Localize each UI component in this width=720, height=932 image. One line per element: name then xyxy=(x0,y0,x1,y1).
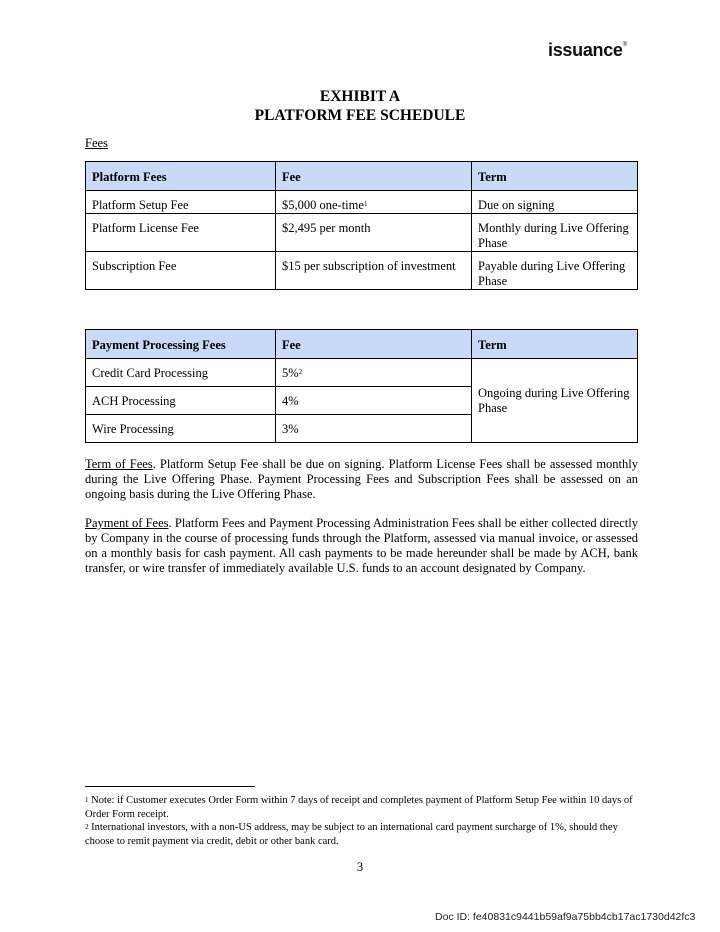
fee-amount-cell: $15 per subscription of investment xyxy=(276,252,472,290)
document-id: Doc ID: fe40831c9441b59af9a75bb4cb17ac1730d42fc3 xyxy=(435,911,696,923)
footnote-ref: 2 xyxy=(298,368,303,376)
shared-term-cell: Ongoing during Live Offering Phase xyxy=(472,359,638,443)
footnote-divider xyxy=(85,786,255,787)
fee-amount-cell: 4% xyxy=(276,387,472,415)
payment-processing-fees-table xyxy=(85,329,638,443)
page-number: 3 xyxy=(356,860,364,874)
fees-section-label: Fees xyxy=(85,136,108,150)
table-header-row xyxy=(86,162,638,191)
header-cell: Platform Fees xyxy=(86,162,276,191)
fee-amount-cell: 3% xyxy=(276,415,472,443)
payment-of-fees-paragraph: Payment of Fees. Platform Fees and Payment Processing Administration Fees shall be either collected directly by Company in the course of processing funds through the Platform, assessed via manual invoice, or assessed on a monthly basis for cash payment. All cash payments to be made hereunder shall be made by ACH, bank transfer, or wire transfer of immediately available U.S. funds to an account designated by Company. xyxy=(85,516,638,575)
fee-term-cell: Due on signing xyxy=(472,191,638,214)
platform-fees-table xyxy=(85,161,638,290)
table-row xyxy=(86,214,638,252)
schedule-title: PLATFORM FEE SCHEDULE xyxy=(254,107,466,124)
table-row xyxy=(86,359,638,387)
table-row xyxy=(86,252,638,290)
fee-term-cell: Payable during Live Offering Phase xyxy=(472,252,638,290)
fee-amount-cell: $5,000 one-time$^1$ xyxy=(276,191,472,214)
exhibit-title: EXHIBIT A xyxy=(319,88,401,105)
fee-amount-cell: 5%$^2$ xyxy=(276,359,472,387)
fee-name-cell: Subscription Fee xyxy=(86,252,276,290)
fee-amount-cell: $2,495 per month xyxy=(276,214,472,252)
issuance-logo: issuance® xyxy=(548,40,627,60)
fee-name-cell: Platform License Fee xyxy=(86,214,276,252)
footnote-2: $^2$ International investors, with a non-US address, may be subject to an international card payment surcharge of 1%, should they choose to remit payment via credit, debit or other bank card. xyxy=(85,822,618,847)
table-row xyxy=(86,191,638,214)
header-cell: Term xyxy=(472,330,638,359)
fee-name-cell: Platform Setup Fee xyxy=(86,191,276,214)
fee-name-cell: Credit Card Processing xyxy=(86,359,276,387)
footnote-ref: 1 xyxy=(363,200,368,208)
term-of-fees-paragraph: Term of Fees. Platform Setup Fee shall be due on signing. Platform License Fees shall be assessed monthly during the Live Offering Phase. Payment Processing Fees and Subscription Fees shall be assessed on an ongoing basis during the Live Offering Phase. xyxy=(85,457,638,501)
footnote-1: $^1$ Note: if Customer executes Order Form within 7 days of receipt and completes payment of Platform Setup Fee within 10 days of Order Form receipt. xyxy=(85,795,633,820)
header-cell: Fee xyxy=(276,162,472,191)
table-header-row xyxy=(86,330,638,359)
header-cell: Fee xyxy=(276,330,472,359)
payment-of-fees-heading: Payment of Fees xyxy=(85,516,169,530)
fee-name-cell: ACH Processing xyxy=(86,387,276,415)
fee-name-cell: Wire Processing xyxy=(86,415,276,443)
header-cell: Term xyxy=(472,162,638,191)
term-of-fees-heading: Term of Fees xyxy=(85,457,153,471)
header-cell: Payment Processing Fees xyxy=(86,330,276,359)
fee-term-cell: Monthly during Live Offering Phase xyxy=(472,214,638,252)
footnotes xyxy=(85,794,638,848)
